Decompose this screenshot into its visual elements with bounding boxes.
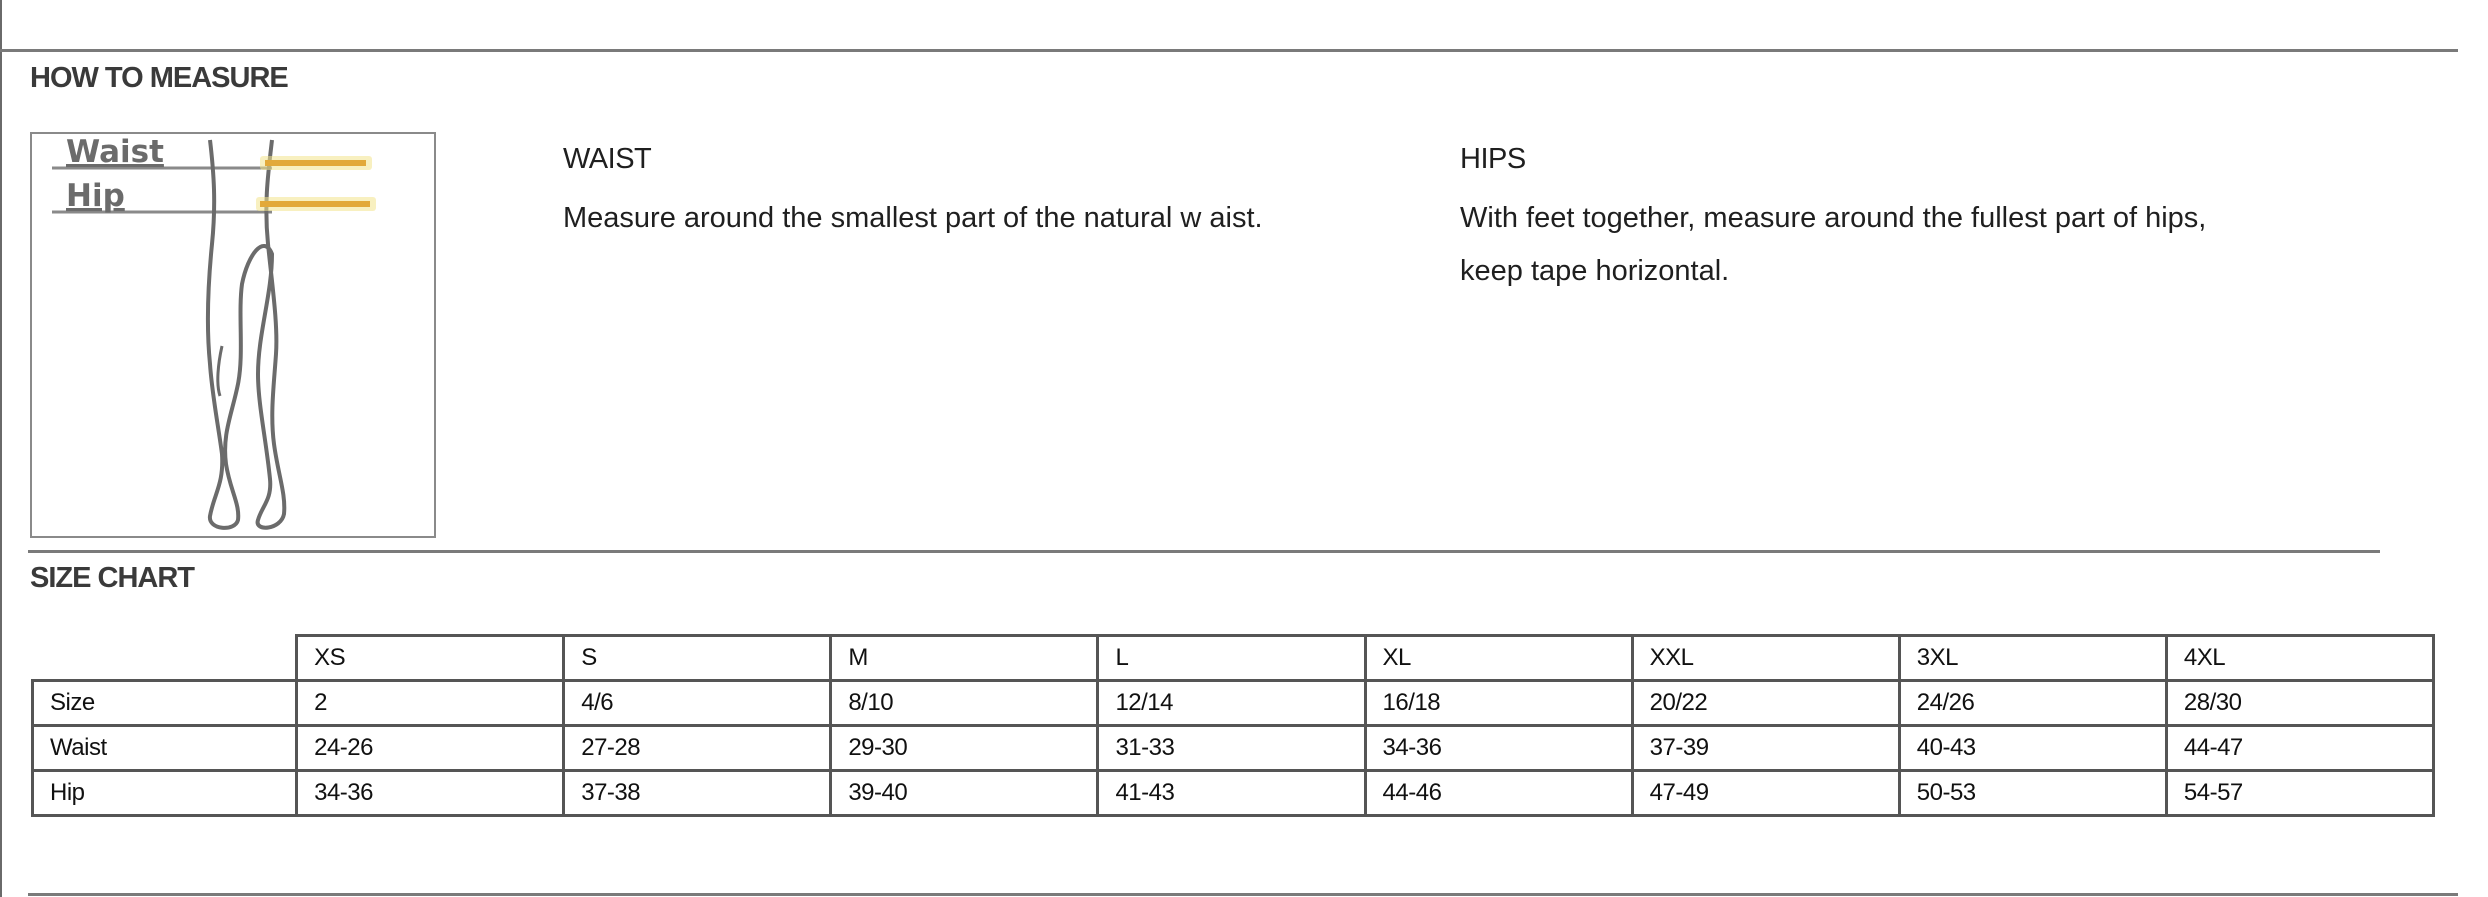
table-row (33, 681, 2434, 726)
table-cell: 4/6 (564, 681, 831, 726)
hip-label: Hip (66, 178, 125, 214)
table-cell: 16/18 (1365, 681, 1632, 726)
table-cell: 54-57 (2166, 771, 2433, 816)
table-cell: 47-49 (1632, 771, 1899, 816)
table-cell: 31-33 (1098, 726, 1365, 771)
row-label: Size (33, 681, 297, 726)
column-header: XS (297, 636, 564, 681)
row-label: Waist (33, 726, 297, 771)
table-cell: 37-38 (564, 771, 831, 816)
table-cell: 12/14 (1098, 681, 1365, 726)
table-cell: 44-46 (1365, 771, 1632, 816)
measure-figure (30, 132, 436, 538)
how-to-measure-title: HOW TO MEASURE (30, 62, 288, 94)
column-header: XXL (1632, 636, 1899, 681)
table-cell: 34-36 (297, 771, 564, 816)
waist-instructions (563, 140, 1403, 245)
size-chart-title: SIZE CHART (30, 562, 194, 594)
table-row (33, 771, 2434, 816)
table-cell: 29-30 (831, 726, 1098, 771)
waist-heading: WAIST (563, 143, 652, 175)
table-cell: 24/26 (1899, 681, 2166, 726)
hips-text-line2: keep tape horizontal. (1460, 255, 1730, 287)
top-divider (0, 49, 2458, 52)
column-header: S (564, 636, 831, 681)
table-cell: 20/22 (1632, 681, 1899, 726)
table-cell: 8/10 (831, 681, 1098, 726)
table-corner-cell (33, 636, 297, 681)
table-cell: 44-47 (2166, 726, 2433, 771)
middle-divider (28, 550, 2380, 553)
column-header: 3XL (1899, 636, 2166, 681)
column-header: 4XL (2166, 636, 2433, 681)
size-header-row (33, 636, 2434, 681)
knee-detail (218, 346, 222, 396)
waist-label: Waist (66, 134, 164, 170)
table-cell: 40-43 (1899, 726, 2166, 771)
page-left-border (0, 0, 2, 897)
column-header: L (1098, 636, 1365, 681)
table-cell: 28/30 (2166, 681, 2433, 726)
size-chart-table (31, 634, 2435, 817)
table-cell: 24-26 (297, 726, 564, 771)
column-header: M (831, 636, 1098, 681)
hips-heading: HIPS (1460, 143, 1526, 175)
table-cell: 39-40 (831, 771, 1098, 816)
table-cell: 50-53 (1899, 771, 2166, 816)
table-cell: 2 (297, 681, 564, 726)
table-cell: 41-43 (1098, 771, 1365, 816)
legs-diagram-icon (32, 134, 434, 536)
waist-text: Measure around the smallest part of the natural w aist. (563, 202, 1263, 234)
table-cell: 34-36 (1365, 726, 1632, 771)
hips-instructions (1460, 140, 2360, 298)
bottom-divider (28, 893, 2458, 896)
hips-text-line1: With feet together, measure around the fullest part of hips, (1460, 202, 2207, 234)
column-header: XL (1365, 636, 1632, 681)
row-label: Hip (33, 771, 297, 816)
table-cell: 27-28 (564, 726, 831, 771)
table-cell: 37-39 (1632, 726, 1899, 771)
table-row (33, 726, 2434, 771)
